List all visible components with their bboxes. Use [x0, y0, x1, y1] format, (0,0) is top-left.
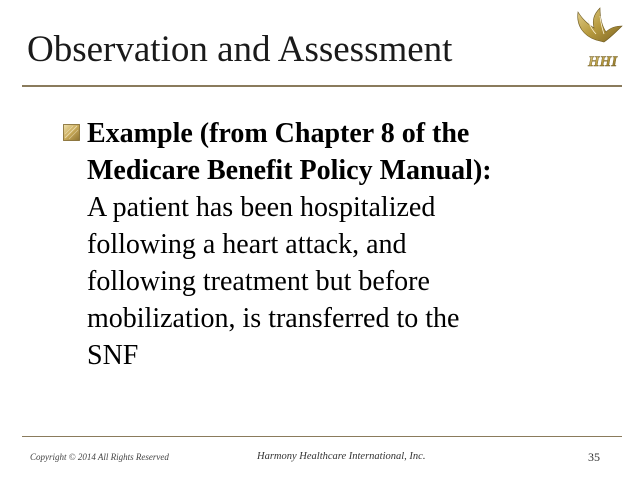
bullet-body-line-1: A patient has been hospitalized — [87, 192, 436, 223]
page-number: 35 — [588, 450, 600, 464]
footer-copyright: Copyright © 2014 All Rights Reserved — [30, 452, 169, 462]
bullet-text — [87, 115, 587, 374]
bullet-bold-line-1: Example (from Chapter 8 of the — [87, 118, 470, 149]
footer-company-name: Harmony Healthcare International, Inc. — [257, 451, 426, 462]
bullet-bold-line-2: Medicare Benefit Policy Manual): — [87, 155, 492, 186]
square-bullet-icon — [63, 124, 80, 141]
bullet-body-line-2: following a heart attack, and — [87, 229, 407, 260]
bullet-body-line-4: mobilization, is transferred to the — [87, 303, 460, 334]
dove-logo-icon — [566, 6, 626, 72]
logo-lettering: HHI — [588, 54, 618, 70]
hhi-logo — [566, 6, 626, 72]
bullet-body-line-3: following treatment but before — [87, 266, 430, 297]
slide-title: Observation and Assessment — [27, 29, 453, 70]
title-divider — [22, 85, 622, 87]
footer-divider — [22, 436, 622, 437]
bullet-body-line-5: SNF — [87, 340, 139, 371]
